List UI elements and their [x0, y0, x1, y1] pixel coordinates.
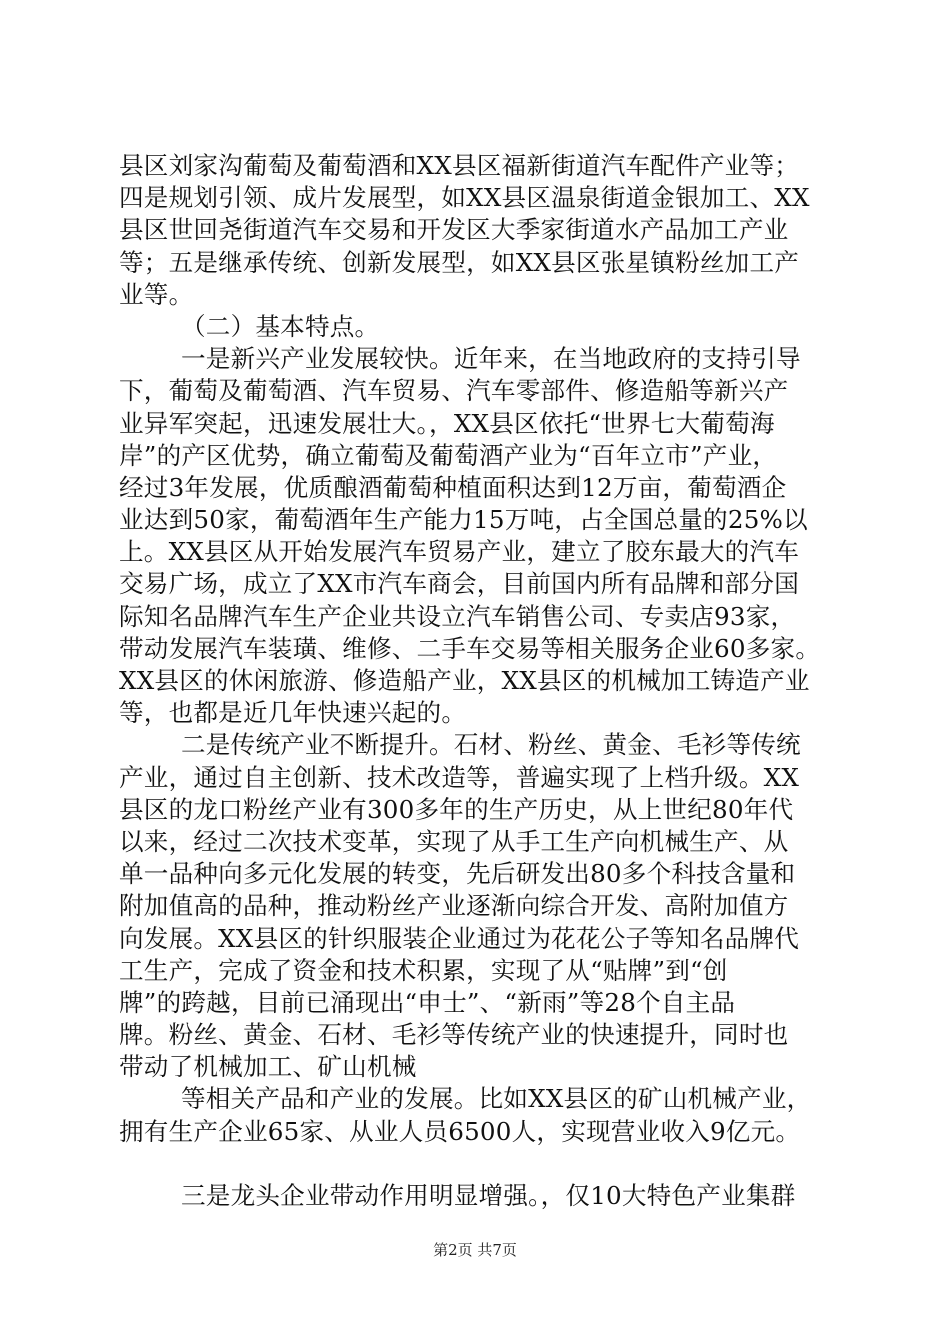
text-line: 产业，通过自主创新、技术改造等，普遍实现了上档升级。XX — [119, 762, 800, 792]
text-line: 县区世回尧街道汽车交易和开发区大季家街道水产品加工产业 — [119, 215, 789, 245]
text-line: 带动了机械加工、矿山机械 — [119, 1052, 417, 1082]
page-footer — [0, 1240, 950, 1260]
text-line: 交易广场，成立了XX市汽车商会，目前国内所有品牌和部分国 — [119, 569, 800, 599]
text-line: 工生产，完成了资金和技术积累，实现了从“贴牌”到“创 — [119, 955, 728, 985]
text-line: 业异军突起，迅速发展壮大。，XX县区依托“世界七大葡萄海 — [119, 408, 775, 438]
text-line: 牌”的跨越，目前已涌现出“申士”、“新雨”等28个自主品 — [119, 987, 736, 1017]
text-line: 附加值高的品种，推动粉丝产业逐渐向综合开发、高附加值方 — [119, 891, 789, 921]
text-line: 下，葡萄及葡萄酒、汽车贸易、汽车零部件、修造船等新兴产 — [119, 376, 789, 406]
text-line: 等，也都是近几年快速兴起的。 — [119, 698, 467, 728]
text-line: 业等。 — [119, 279, 194, 309]
blank-line — [119, 1148, 839, 1180]
document-body — [119, 150, 839, 1212]
text-line: 际知名品牌汽车生产企业共设立汽车销售公司、专卖店93家， — [119, 601, 796, 631]
section-heading: （二）基本特点。 — [181, 311, 380, 341]
page-number-label: 第2页 共7页 — [433, 1241, 517, 1259]
text-line: 拥有生产企业65家、从业人员6500人，实现营业收入9亿元。 — [119, 1116, 801, 1146]
text-line: 经过3年发展，优质酿酒葡萄种植面积达到12万亩，葡萄酒企 — [119, 472, 787, 502]
text-line: 单一品种向多元化发展的转变，先后研发出80多个科技含量和 — [119, 859, 796, 889]
text-line: 带动发展汽车装璜、维修、二手车交易等相关服务企业60多家。 — [119, 633, 821, 663]
text-line: 岸”的产区优势，确立葡萄及葡萄酒产业为“百年立市”产业， — [119, 440, 778, 470]
paragraph-start: 等相关产品和产业的发展。比如XX县区的矿山机械产业， — [181, 1084, 812, 1114]
text-line: 县区的龙口粉丝产业有300多年的生产历史，从上世纪80年代 — [119, 794, 794, 824]
text-line: XX县区的休闲旅游、修造船产业，XX县区的机械加工铸造产业 — [119, 666, 810, 695]
text-line: 业达到50家，葡萄酒年生产能力15万吨，占全国总量的25%以 — [119, 505, 808, 535]
paragraph-start: 一是新兴产业发展较快。近年来，在当地政府的支持引导 — [181, 344, 801, 374]
text-line: 县区刘家沟葡萄及葡萄酒和XX县区福新街道汽车配件产业等； — [119, 151, 800, 180]
paragraph-start: 二是传统产业不断提升。石材、粉丝、黄金、毛衫等传统 — [181, 730, 801, 760]
text-line: 四是规划引领、成片发展型，如XX县区温泉街道金银加工、XX — [119, 183, 810, 213]
text-line: 向发展。XX县区的针织服装企业通过为花花公子等知名品牌代 — [119, 923, 800, 953]
paragraph-start: 三是龙头企业带动作用明显增强。，仅10大特色产业集群 — [181, 1180, 796, 1210]
text-line: 上。XX县区从开始发展汽车贸易产业，建立了胶东最大的汽车 — [119, 537, 800, 567]
text-line: 等；五是继承传统、创新发展型，如XX县区张星镇粉丝加工产 — [119, 247, 800, 277]
text-line: 以来，经过二次技术变革，实现了从手工生产向机械生产、从 — [119, 826, 789, 856]
text-line: 牌。粉丝、黄金、石材、毛衫等传统产业的快速提升，同时也 — [119, 1020, 789, 1050]
